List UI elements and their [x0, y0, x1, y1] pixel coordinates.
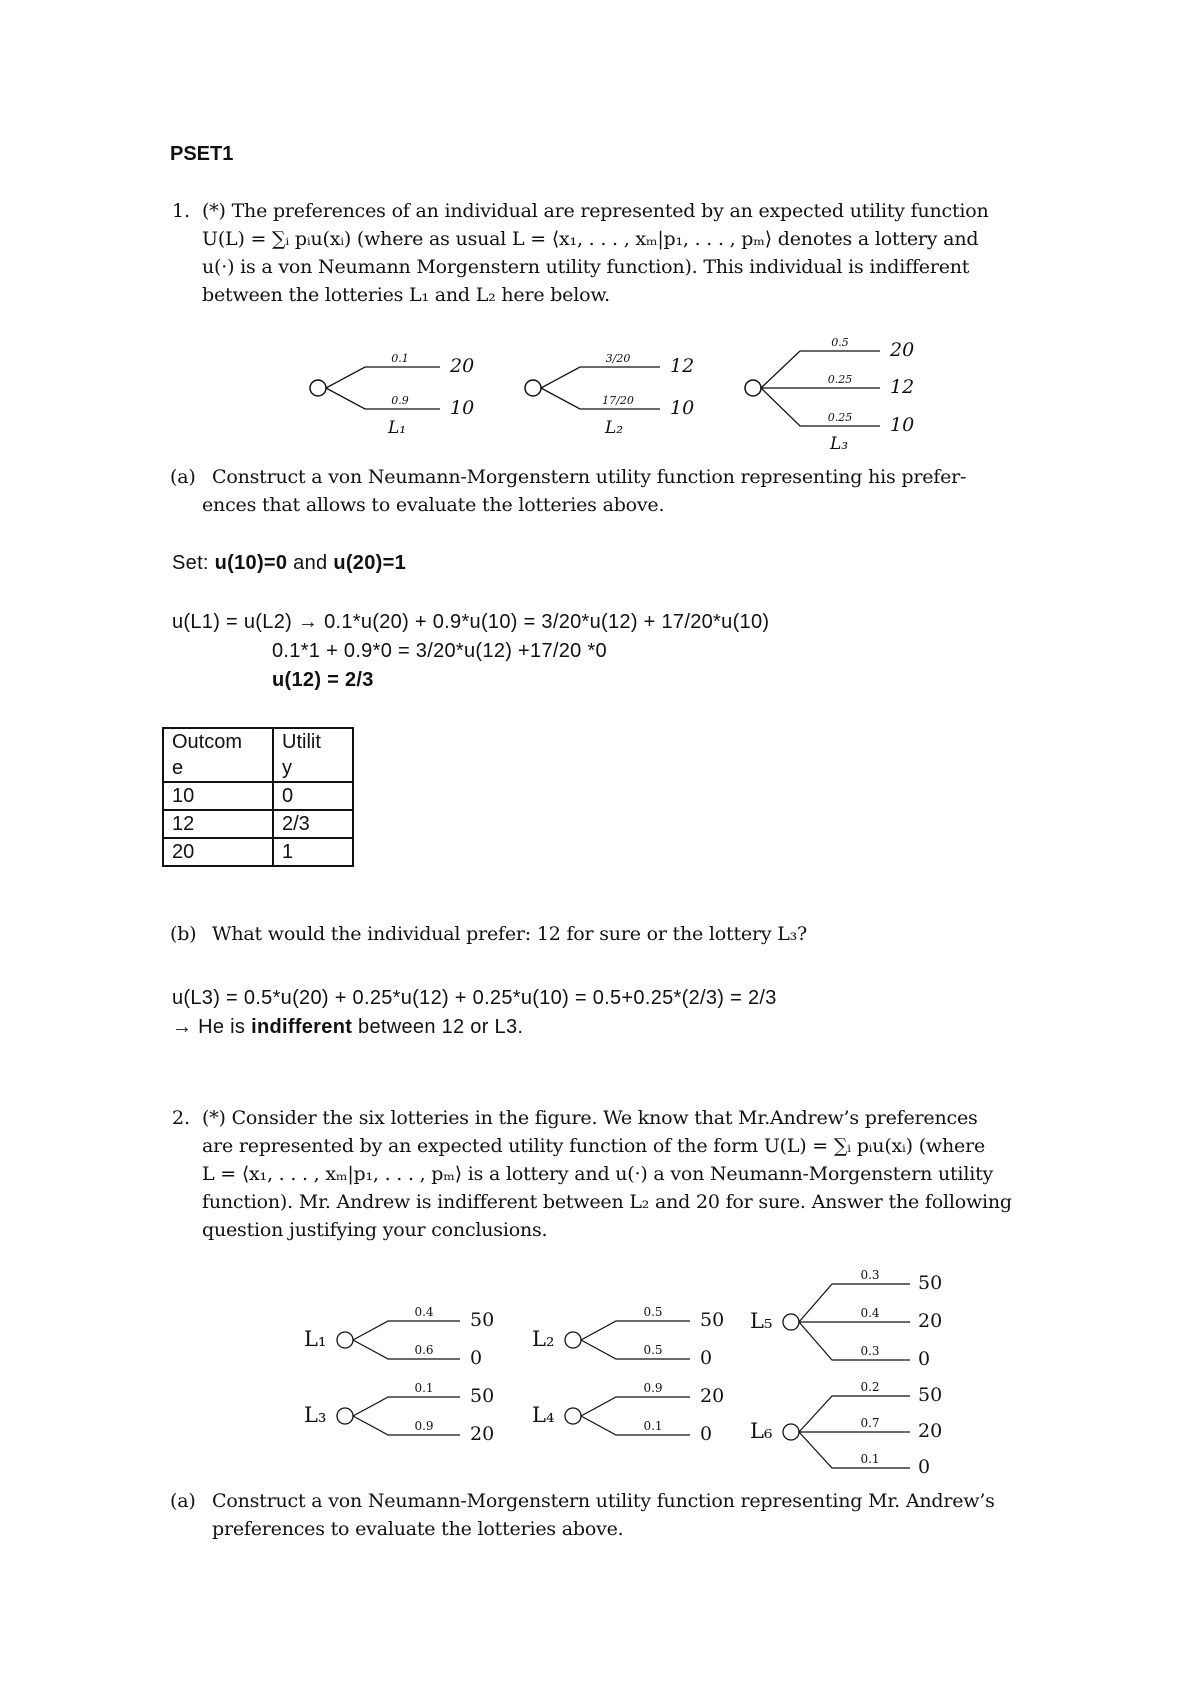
- branch-probability: 0.3: [860, 1268, 880, 1282]
- lottery-tree-l3: [304, 1381, 494, 1445]
- branch-probability: 0.9: [391, 394, 409, 407]
- branch-outcome: 10: [450, 397, 475, 419]
- branch-probability: 0.5: [643, 1305, 663, 1319]
- branch-probability: 0.9: [414, 1419, 434, 1433]
- answer-b-prefix: → He is: [172, 1016, 252, 1038]
- q2-part-a-line: preferences to evaluate the lotteries above.: [212, 1518, 624, 1540]
- branch-outcome: 20: [450, 355, 475, 377]
- branch-probability: 0.25: [827, 411, 853, 424]
- lottery-label: L₆: [750, 1419, 773, 1443]
- question-2-line: question justifying your conclusions.: [202, 1219, 548, 1241]
- part-a-line: Construct a von Neumann-Morgenstern utility function representing his prefer-: [212, 466, 967, 488]
- answer-equation-1: u(L1) = u(L2) → 0.1*u(20) + 0.9*u(10) = 3/20*u(12) + 17/20*u(10): [172, 611, 770, 633]
- part-a-label: (a): [170, 466, 196, 488]
- chance-node-icon: [337, 1408, 353, 1424]
- branch-outcome: 50: [918, 1272, 943, 1294]
- lottery-label: L₄: [532, 1403, 555, 1427]
- branch-probability: 0.2: [860, 1380, 880, 1394]
- branch-probability: 0.5: [831, 336, 849, 349]
- chance-node-icon: [783, 1314, 799, 1330]
- table-row: [163, 782, 353, 810]
- lottery-tree-l3: [745, 336, 914, 450]
- branch-probability: 0.6: [414, 1343, 434, 1357]
- branch-probability: 0.3: [860, 1344, 880, 1358]
- question-1-line: between the lotteries L₁ and L₂ here below.: [202, 284, 610, 306]
- table-cell-utility: 2/3: [273, 810, 353, 838]
- question-1-text: [202, 197, 1032, 309]
- answer-b-equation: u(L3) = 0.5*u(20) + 0.25*u(12) + 0.25*u(10) = 0.5+0.25*(2/3) = 2/3: [172, 987, 777, 1009]
- lottery-label: L₂: [532, 1327, 555, 1351]
- q2-part-a-line: Construct a von Neumann-Morgenstern utility function representing Mr. Andrew’s: [212, 1490, 995, 1512]
- answer-set-line: [172, 552, 406, 575]
- branch-probability: 0.25: [827, 373, 853, 386]
- answer-b-suffix: between 12 or L3.: [352, 1016, 524, 1038]
- page-title: PSET1: [170, 143, 234, 165]
- table-header-outcome: Outcom e: [163, 728, 273, 782]
- lottery-tree-l5: [750, 1268, 942, 1370]
- answer-set-u10: u(10)=0: [214, 552, 288, 574]
- question-2-line: are represented by an expected utility function of the form U(L) = ∑ᵢ pᵢu(xᵢ) (where: [202, 1135, 986, 1157]
- question-1-line: U(L) = ∑ᵢ pᵢu(xᵢ) (where as usual L = ⟨x₁, . . . , xₘ|p₁, . . . , pₘ⟩ denotes a lottery and: [202, 228, 979, 250]
- branch-outcome: 12: [670, 355, 695, 377]
- chance-node-icon: [525, 380, 541, 396]
- lottery-tree-l1: [304, 1305, 494, 1369]
- branch-probability: 0.4: [414, 1305, 434, 1319]
- lottery-label: L₅: [750, 1309, 773, 1333]
- branch-outcome: 50: [470, 1385, 495, 1407]
- chance-node-icon: [337, 1332, 353, 1348]
- branch-outcome: 0: [700, 1423, 713, 1445]
- lottery-tree-figure-1: [300, 325, 940, 450]
- part-a-text: [202, 463, 1042, 519]
- part-b-label: (b): [170, 923, 197, 945]
- branch-outcome: 20: [700, 1385, 725, 1407]
- question-2-line: (*) Consider the six lotteries in the figure. We know that Mr.Andrew’s preferences: [202, 1107, 978, 1129]
- branch-probability: 17/20: [602, 394, 634, 407]
- part-a-line: ences that allows to evaluate the lotteries above.: [202, 494, 665, 516]
- table-cell-outcome: 12: [163, 810, 273, 838]
- q2-part-a-label: (a): [170, 1490, 196, 1512]
- branch-outcome: 20: [918, 1310, 943, 1332]
- question-1-line: (*) The preferences of an individual are represented by an expected utility function: [202, 200, 989, 222]
- answer-set-mid: and: [287, 552, 334, 574]
- branch-probability: 3/20: [605, 352, 631, 365]
- answer-b-bold: indifferent: [251, 1016, 353, 1038]
- answer-set-prefix: Set:: [172, 552, 215, 574]
- chance-node-icon: [565, 1332, 581, 1348]
- table-cell-utility: 0: [273, 782, 353, 810]
- table-cell-utility: 1: [273, 838, 353, 866]
- branch-probability: 0.5: [643, 1343, 663, 1357]
- question-1-line: u(·) is a von Neumann Morgenstern utility function). This individual is indifferent: [202, 256, 970, 278]
- lottery-label: L₁: [304, 1327, 327, 1351]
- chance-node-icon: [745, 380, 761, 396]
- lottery-label: L₃: [830, 434, 849, 450]
- branch-outcome: 0: [470, 1347, 483, 1369]
- lottery-label: L₃: [304, 1403, 327, 1427]
- branch-probability: 0.1: [860, 1452, 880, 1466]
- branch-outcome: 12: [890, 376, 915, 398]
- answer-b-conclusion: [172, 1016, 523, 1039]
- branch-outcome: 10: [670, 397, 695, 419]
- lottery-tree-l4: [532, 1381, 724, 1445]
- branch-probability: 0.1: [414, 1381, 434, 1395]
- branch-outcome: 0: [918, 1348, 931, 1370]
- q2-part-a-text: [212, 1487, 1042, 1543]
- table-cell-outcome: 20: [163, 838, 273, 866]
- table-header-row: [163, 728, 353, 782]
- question-number-1: 1.: [172, 200, 191, 222]
- table-row: [163, 838, 353, 866]
- lottery-tree-l2: [532, 1305, 724, 1369]
- lottery-tree-l1: [310, 352, 474, 438]
- table-header-utility: Utilit y: [273, 728, 353, 782]
- lottery-tree-l2: [525, 352, 694, 438]
- branch-probability: 0.1: [643, 1419, 663, 1433]
- part-b-text: What would the individual prefer: 12 for sure or the lottery L₃?: [212, 923, 808, 945]
- branch-outcome: 20: [918, 1420, 943, 1442]
- table-cell-outcome: 10: [163, 782, 273, 810]
- table-row: [163, 810, 353, 838]
- branch-probability: 0.7: [860, 1416, 880, 1430]
- branch-outcome: 50: [470, 1309, 495, 1331]
- chance-node-icon: [565, 1408, 581, 1424]
- chance-node-icon: [783, 1424, 799, 1440]
- branch-outcome: 10: [890, 414, 915, 436]
- question-2-line: function). Mr. Andrew is indifferent between L₂ and 20 for sure. Answer the following: [202, 1191, 1012, 1213]
- branch-probability: 0.9: [643, 1381, 663, 1395]
- branch-outcome: 20: [470, 1423, 495, 1445]
- branch-outcome: 0: [918, 1456, 931, 1477]
- utility-table: [162, 727, 354, 867]
- question-2-line: L = ⟨x₁, . . . , xₘ|p₁, . . . , pₘ⟩ is a lottery and u(·) a von Neumann-Morgenstern utility: [202, 1163, 994, 1185]
- question-number-2: 2.: [172, 1107, 191, 1129]
- branch-outcome: 20: [890, 339, 915, 361]
- answer-equation-3: u(12) = 2/3: [272, 669, 374, 691]
- lottery-label: L₂: [605, 418, 624, 438]
- branch-probability: 0.1: [391, 352, 409, 365]
- branch-outcome: 50: [918, 1384, 943, 1406]
- lottery-tree-figure-2: [300, 1262, 960, 1477]
- lottery-label: L₁: [388, 418, 407, 438]
- question-2-text: [202, 1104, 1032, 1244]
- lottery-tree-l6: [750, 1380, 942, 1477]
- branch-outcome: 50: [700, 1309, 725, 1331]
- answer-equation-2: 0.1*1 + 0.9*0 = 3/20*u(12) +17/20 *0: [272, 640, 607, 662]
- branch-outcome: 0: [700, 1347, 713, 1369]
- chance-node-icon: [310, 380, 326, 396]
- answer-set-u20: u(20)=1: [333, 552, 406, 574]
- branch-probability: 0.4: [860, 1306, 880, 1320]
